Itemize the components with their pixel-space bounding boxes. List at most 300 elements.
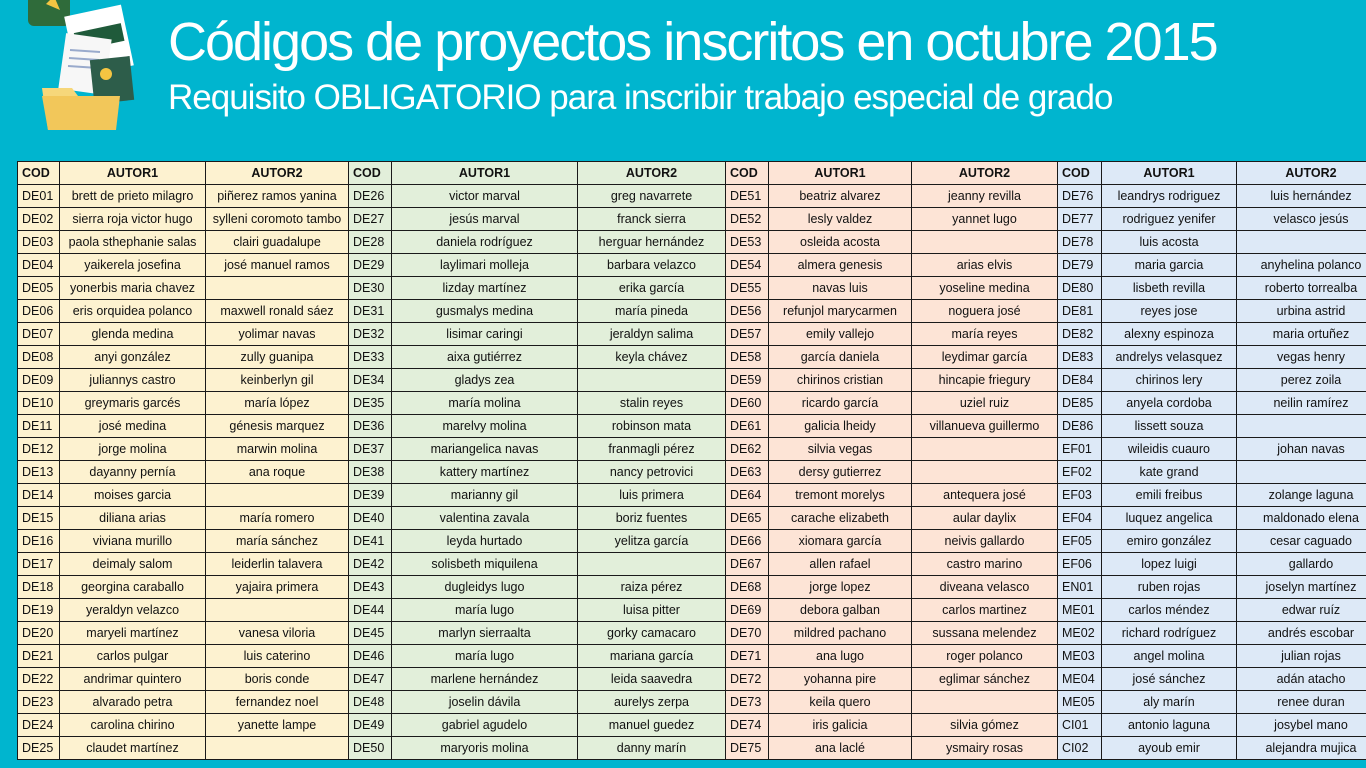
autor1-cell: richard rodríguez bbox=[1102, 622, 1237, 645]
table-row bbox=[18, 438, 1366, 461]
autor1-cell: maryoris molina bbox=[392, 737, 578, 760]
autor1-cell: ruben rojas bbox=[1102, 576, 1237, 599]
cod-cell: DE25 bbox=[18, 737, 60, 760]
autor2-cell: josybel mano bbox=[1237, 714, 1366, 737]
autor2-cell: vegas henry bbox=[1237, 346, 1366, 369]
autor2-cell: marwin molina bbox=[206, 438, 349, 461]
autor1-cell: paola sthephanie salas bbox=[60, 231, 206, 254]
autor1-cell: andrelys velasquez bbox=[1102, 346, 1237, 369]
cod-cell: DE84 bbox=[1058, 369, 1102, 392]
autor1-cell: osleida acosta bbox=[769, 231, 912, 254]
table-row bbox=[18, 415, 1366, 438]
autor2-cell: maría sánchez bbox=[206, 530, 349, 553]
autor2-cell: keinberlyn gil bbox=[206, 369, 349, 392]
cod-cell: DE19 bbox=[18, 599, 60, 622]
autor2-cell: arias elvis bbox=[912, 254, 1058, 277]
autor1-cell: diliana arias bbox=[60, 507, 206, 530]
cod-cell: DE32 bbox=[349, 323, 392, 346]
autor2-cell: aular daylix bbox=[912, 507, 1058, 530]
cod-cell: DE13 bbox=[18, 461, 60, 484]
autor2-cell: piñerez ramos yanina bbox=[206, 185, 349, 208]
table-row bbox=[18, 576, 1366, 599]
cod-cell: DE41 bbox=[349, 530, 392, 553]
table-row bbox=[18, 185, 1366, 208]
autor2-cell: fernandez noel bbox=[206, 691, 349, 714]
autor2-cell: nancy petrovici bbox=[578, 461, 726, 484]
autor2-cell bbox=[912, 691, 1058, 714]
autor1-cell: josé medina bbox=[60, 415, 206, 438]
cod-cell: DE64 bbox=[726, 484, 769, 507]
autor1-cell: lopez luigi bbox=[1102, 553, 1237, 576]
autor1-cell: reyes jose bbox=[1102, 300, 1237, 323]
cod-cell: DE85 bbox=[1058, 392, 1102, 415]
autor2-cell: aurelys zerpa bbox=[578, 691, 726, 714]
cod-cell: DE37 bbox=[349, 438, 392, 461]
autor1-cell: brett de prieto milagro bbox=[60, 185, 206, 208]
autor2-cell: yoseline medina bbox=[912, 277, 1058, 300]
autor1-cell: lisimar caringi bbox=[392, 323, 578, 346]
autor2-cell: perez zoila bbox=[1237, 369, 1366, 392]
autor1-cell: leandrys rodriguez bbox=[1102, 185, 1237, 208]
autor2-cell bbox=[206, 599, 349, 622]
cod-cell: DE78 bbox=[1058, 231, 1102, 254]
cod-cell: DE11 bbox=[18, 415, 60, 438]
cod-cell: EN01 bbox=[1058, 576, 1102, 599]
autor2-cell: neilin ramírez bbox=[1237, 392, 1366, 415]
autor2-cell bbox=[1237, 231, 1366, 254]
autor2-cell: maría reyes bbox=[912, 323, 1058, 346]
cod-cell: DE72 bbox=[726, 668, 769, 691]
autor1-cell: aixa gutiérrez bbox=[392, 346, 578, 369]
autor1-cell: lesly valdez bbox=[769, 208, 912, 231]
autor1-cell: maría molina bbox=[392, 392, 578, 415]
column-header-autor1: AUTOR1 bbox=[769, 162, 912, 185]
cod-cell: DE03 bbox=[18, 231, 60, 254]
autor2-cell: jeraldyn salima bbox=[578, 323, 726, 346]
autor1-cell: eris orquidea polanco bbox=[60, 300, 206, 323]
cod-cell: DE51 bbox=[726, 185, 769, 208]
cod-cell: DE58 bbox=[726, 346, 769, 369]
autor1-cell: allen rafael bbox=[769, 553, 912, 576]
autor1-cell: lizday martínez bbox=[392, 277, 578, 300]
cod-cell: DE30 bbox=[349, 277, 392, 300]
autor2-cell bbox=[578, 553, 726, 576]
autor2-cell bbox=[1237, 461, 1366, 484]
cod-cell: DE01 bbox=[18, 185, 60, 208]
cod-cell: EF02 bbox=[1058, 461, 1102, 484]
autor2-cell: noguera josé bbox=[912, 300, 1058, 323]
table-row bbox=[18, 369, 1366, 392]
cod-cell: DE65 bbox=[726, 507, 769, 530]
autor2-cell: greg navarrete bbox=[578, 185, 726, 208]
autor1-cell: jesús marval bbox=[392, 208, 578, 231]
autor1-cell: yohanna pire bbox=[769, 668, 912, 691]
cod-cell: DE60 bbox=[726, 392, 769, 415]
table-row bbox=[18, 507, 1366, 530]
autor1-cell: jorge lopez bbox=[769, 576, 912, 599]
autor2-cell: yajaira primera bbox=[206, 576, 349, 599]
autor1-cell: georgina caraballo bbox=[60, 576, 206, 599]
autor2-cell: sylleni coromoto tambo bbox=[206, 208, 349, 231]
table-row bbox=[18, 277, 1366, 300]
autor1-cell: keila quero bbox=[769, 691, 912, 714]
table-row bbox=[18, 691, 1366, 714]
autor2-cell bbox=[912, 438, 1058, 461]
column-header-cod: COD bbox=[726, 162, 769, 185]
column-header-cod: COD bbox=[18, 162, 60, 185]
autor2-cell: maria ortuñez bbox=[1237, 323, 1366, 346]
cod-cell: DE69 bbox=[726, 599, 769, 622]
cod-cell: EF06 bbox=[1058, 553, 1102, 576]
autor2-cell bbox=[912, 231, 1058, 254]
autor1-cell: marelvy molina bbox=[392, 415, 578, 438]
autor2-cell: josé manuel ramos bbox=[206, 254, 349, 277]
autor1-cell: kate grand bbox=[1102, 461, 1237, 484]
autor2-cell: zully guanipa bbox=[206, 346, 349, 369]
autor2-cell: roger polanco bbox=[912, 645, 1058, 668]
table-row bbox=[18, 622, 1366, 645]
cod-cell: DE47 bbox=[349, 668, 392, 691]
cod-cell: DE05 bbox=[18, 277, 60, 300]
cod-cell: DE08 bbox=[18, 346, 60, 369]
cod-cell: DE27 bbox=[349, 208, 392, 231]
cod-cell: DE18 bbox=[18, 576, 60, 599]
cod-cell: DE34 bbox=[349, 369, 392, 392]
autor1-cell: kattery martínez bbox=[392, 461, 578, 484]
autor2-cell bbox=[578, 369, 726, 392]
autor1-cell: juliannys castro bbox=[60, 369, 206, 392]
autor1-cell: gladys zea bbox=[392, 369, 578, 392]
autor1-cell: beatriz alvarez bbox=[769, 185, 912, 208]
autor2-cell: franmagli pérez bbox=[578, 438, 726, 461]
table-row bbox=[18, 484, 1366, 507]
autor2-cell: barbara velazco bbox=[578, 254, 726, 277]
autor2-cell: maxwell ronald sáez bbox=[206, 300, 349, 323]
cod-cell: DE40 bbox=[349, 507, 392, 530]
autor2-cell: hincapie friegury bbox=[912, 369, 1058, 392]
autor1-cell: chirinos lery bbox=[1102, 369, 1237, 392]
cod-cell: DE49 bbox=[349, 714, 392, 737]
autor2-cell: luisa pitter bbox=[578, 599, 726, 622]
column-header-autor2: AUTOR2 bbox=[206, 162, 349, 185]
column-header-autor1: AUTOR1 bbox=[60, 162, 206, 185]
cod-cell: DE17 bbox=[18, 553, 60, 576]
cod-cell: DE15 bbox=[18, 507, 60, 530]
cod-cell: DE83 bbox=[1058, 346, 1102, 369]
autor2-cell: villanueva guillermo bbox=[912, 415, 1058, 438]
cod-cell: DE33 bbox=[349, 346, 392, 369]
cod-cell: EF03 bbox=[1058, 484, 1102, 507]
autor2-cell: jeanny revilla bbox=[912, 185, 1058, 208]
cod-cell: CI02 bbox=[1058, 737, 1102, 760]
column-header-autor1: AUTOR1 bbox=[1102, 162, 1237, 185]
autor1-cell: silvia vegas bbox=[769, 438, 912, 461]
cod-cell: DE31 bbox=[349, 300, 392, 323]
autor1-cell: lisbeth revilla bbox=[1102, 277, 1237, 300]
autor2-cell: velasco jesús bbox=[1237, 208, 1366, 231]
table-row bbox=[18, 553, 1366, 576]
autor2-cell: manuel guedez bbox=[578, 714, 726, 737]
autor2-cell: herguar hernández bbox=[578, 231, 726, 254]
table-row bbox=[18, 714, 1366, 737]
cod-cell: DE81 bbox=[1058, 300, 1102, 323]
autor1-cell: carache elizabeth bbox=[769, 507, 912, 530]
autor2-cell: maría romero bbox=[206, 507, 349, 530]
table-row bbox=[18, 599, 1366, 622]
cod-cell: DE75 bbox=[726, 737, 769, 760]
cod-cell: DE35 bbox=[349, 392, 392, 415]
autor2-cell: yanette lampe bbox=[206, 714, 349, 737]
autor2-cell: yolimar navas bbox=[206, 323, 349, 346]
autor2-cell: zolange laguna bbox=[1237, 484, 1366, 507]
autor2-cell: roberto torrealba bbox=[1237, 277, 1366, 300]
autor1-cell: yaikerela josefina bbox=[60, 254, 206, 277]
cod-cell: DE80 bbox=[1058, 277, 1102, 300]
cod-cell: DE74 bbox=[726, 714, 769, 737]
cod-cell: DE09 bbox=[18, 369, 60, 392]
autor1-cell: ricardo garcía bbox=[769, 392, 912, 415]
cod-cell: DE44 bbox=[349, 599, 392, 622]
autor1-cell: alvarado petra bbox=[60, 691, 206, 714]
column-header-autor2: AUTOR2 bbox=[912, 162, 1058, 185]
autor1-cell: tremont morelys bbox=[769, 484, 912, 507]
page-title: Códigos de proyectos inscritos en octubre 2015 bbox=[168, 12, 1217, 72]
autor1-cell: marlene hernández bbox=[392, 668, 578, 691]
autor2-cell: uziel ruiz bbox=[912, 392, 1058, 415]
autor2-cell: yelitza garcía bbox=[578, 530, 726, 553]
autor2-cell: neivis gallardo bbox=[912, 530, 1058, 553]
autor2-cell: johan navas bbox=[1237, 438, 1366, 461]
cod-cell: DE23 bbox=[18, 691, 60, 714]
cod-cell: DE67 bbox=[726, 553, 769, 576]
autor1-cell: laylimari molleja bbox=[392, 254, 578, 277]
autor1-cell: ana laclé bbox=[769, 737, 912, 760]
autor2-cell: edwar ruíz bbox=[1237, 599, 1366, 622]
column-header-autor2: AUTOR2 bbox=[1237, 162, 1366, 185]
autor2-cell: adán atacho bbox=[1237, 668, 1366, 691]
autor1-cell: galicia lheidy bbox=[769, 415, 912, 438]
autor1-cell: yonerbis maria chavez bbox=[60, 277, 206, 300]
autor1-cell: anyela cordoba bbox=[1102, 392, 1237, 415]
autor1-cell: maria garcia bbox=[1102, 254, 1237, 277]
autor1-cell: antonio laguna bbox=[1102, 714, 1237, 737]
autor2-cell: maldonado elena bbox=[1237, 507, 1366, 530]
table-row bbox=[18, 208, 1366, 231]
cod-cell: DE06 bbox=[18, 300, 60, 323]
cod-cell: DE52 bbox=[726, 208, 769, 231]
autor1-cell: mariangelica navas bbox=[392, 438, 578, 461]
table-row bbox=[18, 323, 1366, 346]
autor1-cell: dayanny pernía bbox=[60, 461, 206, 484]
cod-cell: DE66 bbox=[726, 530, 769, 553]
autor1-cell: victor marval bbox=[392, 185, 578, 208]
autor1-cell: joselin dávila bbox=[392, 691, 578, 714]
cod-cell: DE45 bbox=[349, 622, 392, 645]
autor2-cell: ana roque bbox=[206, 461, 349, 484]
autor1-cell: maría lugo bbox=[392, 645, 578, 668]
autor2-cell: raiza pérez bbox=[578, 576, 726, 599]
autor2-cell: joselyn martínez bbox=[1237, 576, 1366, 599]
cod-cell: EF01 bbox=[1058, 438, 1102, 461]
autor1-cell: lissett souza bbox=[1102, 415, 1237, 438]
cod-cell: ME04 bbox=[1058, 668, 1102, 691]
cod-cell: DE56 bbox=[726, 300, 769, 323]
cod-cell: DE02 bbox=[18, 208, 60, 231]
cod-cell: DE26 bbox=[349, 185, 392, 208]
autor2-cell: cesar caguado bbox=[1237, 530, 1366, 553]
cod-cell: DE14 bbox=[18, 484, 60, 507]
cod-cell: DE36 bbox=[349, 415, 392, 438]
autor1-cell: rodriguez yenifer bbox=[1102, 208, 1237, 231]
table-row bbox=[18, 668, 1366, 691]
column-header-autor1: AUTOR1 bbox=[392, 162, 578, 185]
cod-cell: DE20 bbox=[18, 622, 60, 645]
cod-cell: CI01 bbox=[1058, 714, 1102, 737]
cod-cell: DE77 bbox=[1058, 208, 1102, 231]
table-row bbox=[18, 346, 1366, 369]
cod-cell: DE82 bbox=[1058, 323, 1102, 346]
autor1-cell: marianny gil bbox=[392, 484, 578, 507]
autor1-cell: navas luis bbox=[769, 277, 912, 300]
autor1-cell: garcía daniela bbox=[769, 346, 912, 369]
autor2-cell: castro marino bbox=[912, 553, 1058, 576]
autor1-cell: sierra roja victor hugo bbox=[60, 208, 206, 231]
autor2-cell: boriz fuentes bbox=[578, 507, 726, 530]
cod-cell: ME05 bbox=[1058, 691, 1102, 714]
cod-cell: ME02 bbox=[1058, 622, 1102, 645]
cod-cell: DE50 bbox=[349, 737, 392, 760]
autor1-cell: luis acosta bbox=[1102, 231, 1237, 254]
autor1-cell: ayoub emir bbox=[1102, 737, 1237, 760]
cod-cell: DE43 bbox=[349, 576, 392, 599]
autor2-cell bbox=[912, 461, 1058, 484]
autor2-cell: renee duran bbox=[1237, 691, 1366, 714]
autor2-cell: ysmairy rosas bbox=[912, 737, 1058, 760]
autor2-cell: diveana velasco bbox=[912, 576, 1058, 599]
autor2-cell: alejandra mujica bbox=[1237, 737, 1366, 760]
autor1-cell: luquez angelica bbox=[1102, 507, 1237, 530]
autor1-cell: gusmalys medina bbox=[392, 300, 578, 323]
autor2-cell: luis primera bbox=[578, 484, 726, 507]
autor2-cell: robinson mata bbox=[578, 415, 726, 438]
autor2-cell: julian rojas bbox=[1237, 645, 1366, 668]
autor1-cell: yeraldyn velazco bbox=[60, 599, 206, 622]
cod-cell: DE38 bbox=[349, 461, 392, 484]
autor1-cell: marlyn sierraalta bbox=[392, 622, 578, 645]
autor1-cell: maría lugo bbox=[392, 599, 578, 622]
cod-cell: DE68 bbox=[726, 576, 769, 599]
cod-cell: ME03 bbox=[1058, 645, 1102, 668]
cod-cell: DE07 bbox=[18, 323, 60, 346]
cod-cell: DE55 bbox=[726, 277, 769, 300]
autor1-cell: dersy gutierrez bbox=[769, 461, 912, 484]
projects-table bbox=[17, 161, 1366, 760]
autor1-cell: debora galban bbox=[769, 599, 912, 622]
autor1-cell: dugleidys lugo bbox=[392, 576, 578, 599]
autor1-cell: angel molina bbox=[1102, 645, 1237, 668]
table-row bbox=[18, 461, 1366, 484]
autor1-cell: carlos méndez bbox=[1102, 599, 1237, 622]
cod-cell: EF04 bbox=[1058, 507, 1102, 530]
autor2-cell: sussana melendez bbox=[912, 622, 1058, 645]
autor1-cell: alexny espinoza bbox=[1102, 323, 1237, 346]
autor2-cell: stalin reyes bbox=[578, 392, 726, 415]
autor1-cell: aly marín bbox=[1102, 691, 1237, 714]
folder-logo-icon bbox=[20, 0, 150, 135]
autor1-cell: maryeli martínez bbox=[60, 622, 206, 645]
autor1-cell: valentina zavala bbox=[392, 507, 578, 530]
autor2-cell: clairi guadalupe bbox=[206, 231, 349, 254]
cod-cell: DE04 bbox=[18, 254, 60, 277]
autor2-cell: leiderlin talavera bbox=[206, 553, 349, 576]
autor1-cell: mildred pachano bbox=[769, 622, 912, 645]
autor1-cell: daniela rodríguez bbox=[392, 231, 578, 254]
cod-cell: DE62 bbox=[726, 438, 769, 461]
autor2-cell: gallardo bbox=[1237, 553, 1366, 576]
autor2-cell: yannet lugo bbox=[912, 208, 1058, 231]
autor1-cell: viviana murillo bbox=[60, 530, 206, 553]
autor1-cell: anyi gonzález bbox=[60, 346, 206, 369]
cod-cell: DE24 bbox=[18, 714, 60, 737]
autor1-cell: emily vallejo bbox=[769, 323, 912, 346]
autor1-cell: iris galicia bbox=[769, 714, 912, 737]
autor1-cell: moises garcia bbox=[60, 484, 206, 507]
cod-cell: DE76 bbox=[1058, 185, 1102, 208]
autor2-cell: carlos martinez bbox=[912, 599, 1058, 622]
autor1-cell: glenda medina bbox=[60, 323, 206, 346]
autor2-cell bbox=[206, 737, 349, 760]
autor2-cell: antequera josé bbox=[912, 484, 1058, 507]
table-row bbox=[18, 300, 1366, 323]
autor2-cell: anyhelina polanco bbox=[1237, 254, 1366, 277]
autor2-cell: leida saavedra bbox=[578, 668, 726, 691]
autor1-cell: ana lugo bbox=[769, 645, 912, 668]
cod-cell: DE21 bbox=[18, 645, 60, 668]
autor2-cell: luis hernández bbox=[1237, 185, 1366, 208]
autor2-cell: franck sierra bbox=[578, 208, 726, 231]
cod-cell: ME01 bbox=[1058, 599, 1102, 622]
autor1-cell: almera genesis bbox=[769, 254, 912, 277]
cod-cell: DE53 bbox=[726, 231, 769, 254]
autor1-cell: solisbeth miquilena bbox=[392, 553, 578, 576]
autor2-cell: boris conde bbox=[206, 668, 349, 691]
autor1-cell: emiro gonzález bbox=[1102, 530, 1237, 553]
autor2-cell: keyla chávez bbox=[578, 346, 726, 369]
cod-cell: DE86 bbox=[1058, 415, 1102, 438]
table-row bbox=[18, 737, 1366, 760]
autor1-cell: refunjol marycarmen bbox=[769, 300, 912, 323]
autor1-cell: andrimar quintero bbox=[60, 668, 206, 691]
autor1-cell: leyda hurtado bbox=[392, 530, 578, 553]
autor2-cell bbox=[206, 484, 349, 507]
column-header-cod: COD bbox=[349, 162, 392, 185]
cod-cell: DE63 bbox=[726, 461, 769, 484]
autor2-cell: danny marín bbox=[578, 737, 726, 760]
autor2-cell: andrés escobar bbox=[1237, 622, 1366, 645]
cod-cell: DE16 bbox=[18, 530, 60, 553]
autor1-cell: deimaly salom bbox=[60, 553, 206, 576]
autor1-cell: josé sánchez bbox=[1102, 668, 1237, 691]
autor2-cell bbox=[206, 277, 349, 300]
column-header-autor2: AUTOR2 bbox=[578, 162, 726, 185]
column-header-cod: COD bbox=[1058, 162, 1102, 185]
autor2-cell: luis caterino bbox=[206, 645, 349, 668]
autor2-cell: leydimar garcía bbox=[912, 346, 1058, 369]
autor2-cell: génesis marquez bbox=[206, 415, 349, 438]
cod-cell: DE46 bbox=[349, 645, 392, 668]
table-header-row bbox=[18, 162, 1366, 185]
cod-cell: EF05 bbox=[1058, 530, 1102, 553]
